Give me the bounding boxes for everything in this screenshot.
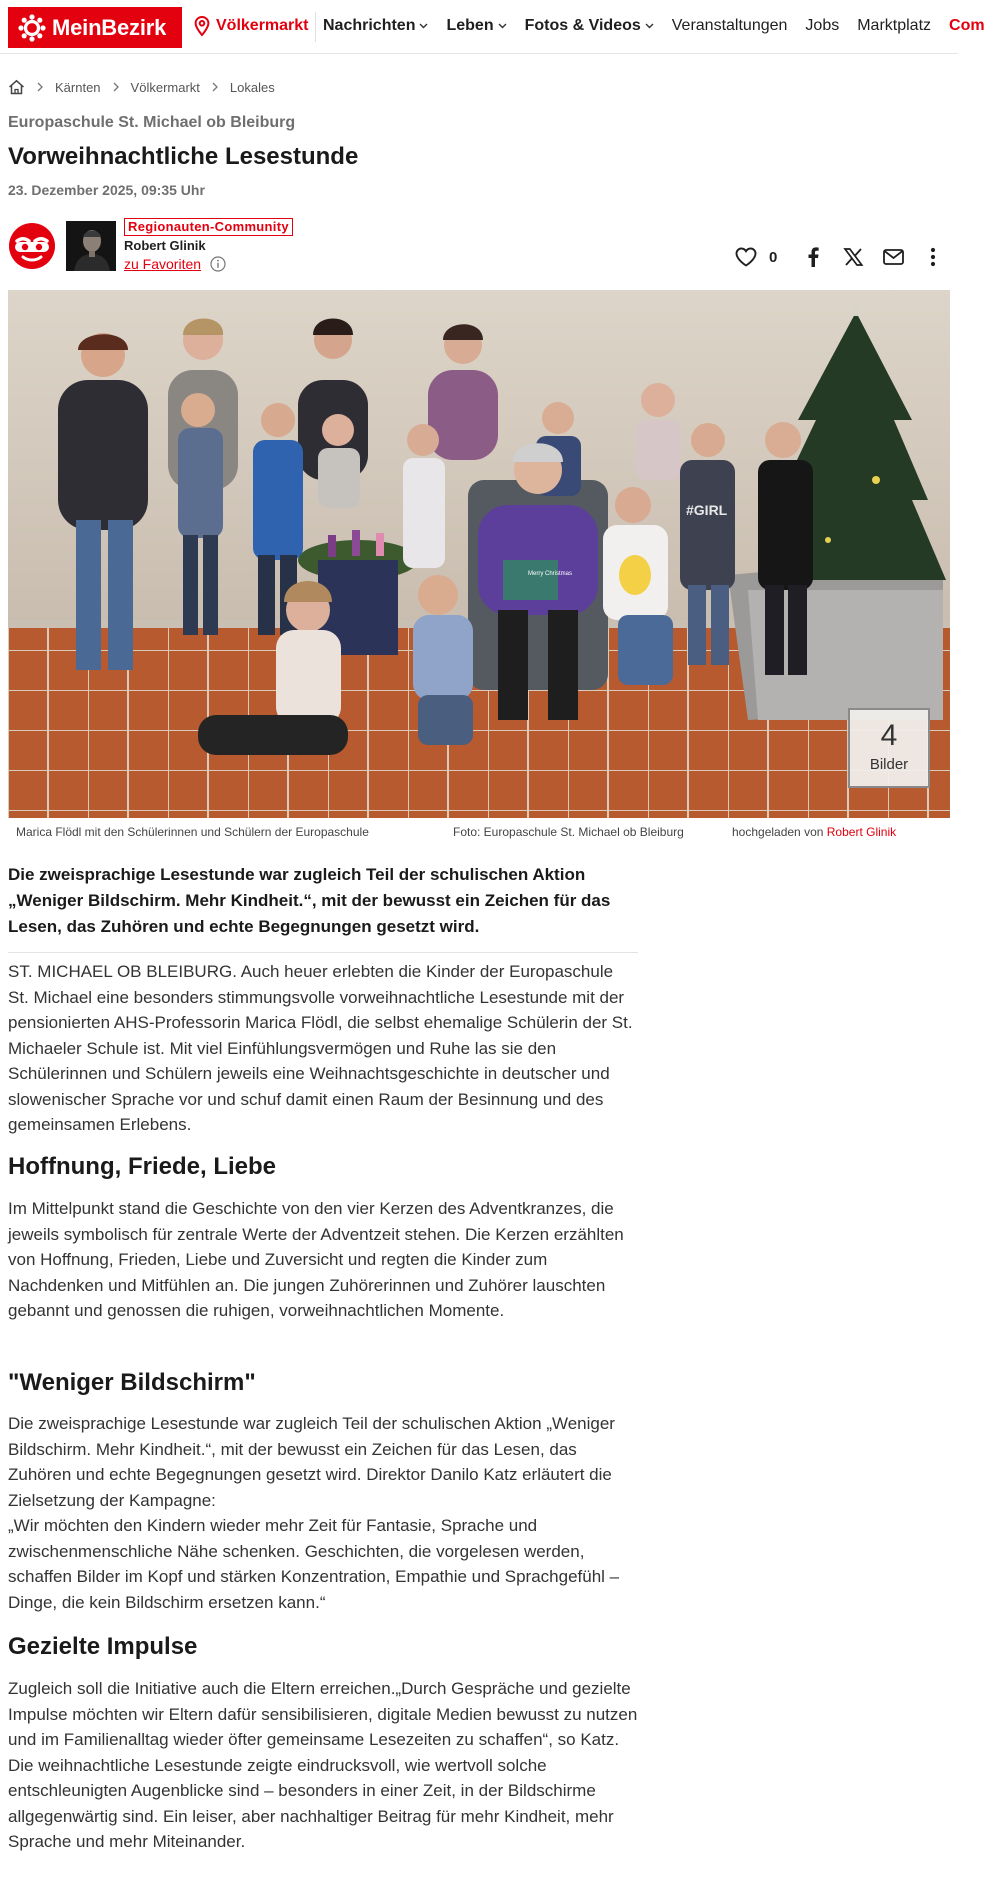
image-caption: Marica Flödl mit den Schülerinnen und Schülern der Europaschule (16, 825, 369, 839)
article-actions (729, 239, 949, 275)
article-image[interactable] (8, 290, 950, 818)
book-text: Merry Christmas (528, 571, 573, 577)
image-count-badge[interactable] (848, 708, 930, 788)
nav-divider (315, 12, 316, 42)
page-title: Vorweihnachtliche Lesestunde (8, 143, 359, 170)
facebook-icon (807, 247, 819, 267)
section-heading: "Weniger Bildschirm" (8, 1369, 256, 1396)
community-logo-icon[interactable] (8, 222, 56, 270)
nav-item-label: Nachrichten (323, 17, 416, 34)
image-caption-row (16, 825, 950, 839)
author-portrait (66, 221, 116, 271)
nav-item-community[interactable] (949, 17, 985, 35)
group-photo (8, 290, 950, 818)
shirt-text: #GIRL (686, 502, 728, 518)
author-name[interactable]: Robert Glinik (124, 238, 206, 253)
x-icon (844, 248, 863, 266)
uploaded-by-prefix: hochgeladen von (732, 825, 824, 839)
nav-item-label: Com (949, 17, 985, 34)
share-mail-button[interactable] (877, 240, 909, 274)
nav-item-leben[interactable] (446, 17, 506, 35)
like-count: 0 (769, 248, 778, 266)
breadcrumb (8, 79, 275, 95)
nav-item-label: Jobs (805, 17, 840, 34)
section-heading: Gezielte Impulse (8, 1633, 198, 1660)
article-paragraph: Zugleich soll die Initiative auch die Eltern erreichen.„Durch Gespräche und gezielte Impulse möchten wir Eltern dafür sensibilisieren, digitale Medien bewusst zu nutzen und im Familienalltag wieder öfter gemeinsame Lesezeiten zu schaffen“, so Katz. Die weihnachtliche Lesestunde zeigte eindrucksvoll, wie wertvoll solche entschleunigten Augenblicke sind – besonders in einer Zeit, in der Bildschirme allgegenwärtig sind. Ein leiser, aber nachhaltiger Beitrag für mehr Kindheit, mehr Sprache und mehr Miteinander. (8, 1679, 638, 1851)
avatar[interactable] (66, 221, 116, 271)
location-pin-icon (194, 16, 210, 36)
article-kicker: Europaschule St. Michael ob Bleiburg (8, 114, 296, 131)
share-facebook-button[interactable] (797, 240, 829, 274)
article-quote: „Wir möchten den Kindern wieder mehr Zeit für Fantasie, Sprache und zwischenmenschliche Nähe schenken. Geschichten, die vorgelesen werden, schaffen Bilder im Kopf und stärken Konzentration, Empathie und Sprachgefühl – Dinge, die kein Bildschirm ersetzen kann.“ (8, 1516, 620, 1612)
chevron-down-icon (645, 23, 654, 29)
article-paragraph: ST. MICHAEL OB BLEIBURG. Auch heuer erlebten die Kinder der Europaschule St. Michael eine besonders stimmungsvolle vorweihnachtliche Lesestunde mit der pensionierten AHS-Professorin Marica Flödl, die selbst ehemalige Schülerin der St. Michaeler Schule ist. Mit viel Einfühlungsvermögen und Ruhe las sie den Schülerinnen und Schülern jeweils eine Weihnachtsgeschichte in deutscher und slowenischer Sprache vor und schuf damit einen Raum der Besinnung und des gemeinsamen Erlebens. (8, 962, 633, 1134)
lead-divider (8, 952, 638, 953)
chevron-right-icon (37, 82, 43, 92)
mail-icon (883, 249, 904, 265)
logo-sun-icon (18, 14, 46, 42)
breadcrumb-item[interactable]: Kärnten (55, 79, 101, 95)
share-x-button[interactable] (837, 240, 869, 274)
nav-item-fotos-videos[interactable] (525, 17, 654, 35)
article-paragraph: Die zweisprachige Lesestunde war zugleich Teil der schulischen Aktion „Weniger Bildschirm. Mehr Kindheit.“, mit der bewusst ein Zeichen für das Lesen, das Zuhören und echte Begegnungen gesetzt wird. Direktor Danilo Katz erläutert die Zielsetzung der Kampagne: (8, 1414, 615, 1510)
article-date: 23. Dezember 2025, 09:35 Uhr (8, 182, 205, 198)
nav-item-nachrichten[interactable] (323, 17, 428, 35)
article-lead: Die zweisprachige Lesestunde war zugleich Teil der schulischen Aktion „Weniger Bildschirm. Mehr Kindheit.“, mit der bewusst ein Zeichen für das Lesen, das Zuhören und echte Begegnungen gesetzt wird. (8, 865, 611, 936)
heart-icon (735, 247, 757, 267)
breadcrumb-item[interactable]: Lokales (229, 79, 275, 95)
photo-credit: Foto: Europaschule St. Michael ob Bleiburg (453, 825, 684, 839)
community-badge[interactable]: Regionauten-Community (124, 218, 293, 236)
uploader-link[interactable]: Robert Glinik (826, 825, 897, 839)
nav-item-label: Veranstaltungen (671, 17, 788, 34)
info-icon[interactable] (210, 256, 226, 272)
uploaded-by (732, 825, 896, 839)
logo-text: MeinBezirk (52, 14, 167, 40)
image-count-label: Bilder (869, 756, 909, 773)
image-count: 4 (880, 719, 898, 752)
location-label: Völkermarkt (216, 17, 309, 34)
location-selector[interactable] (194, 16, 309, 36)
chevron-right-icon (212, 82, 218, 92)
site-logo[interactable] (8, 7, 182, 48)
breadcrumb-item[interactable]: Völkermarkt (130, 79, 200, 95)
section-heading: Hoffnung, Friede, Liebe (8, 1153, 276, 1180)
nav-item-jobs[interactable] (805, 17, 839, 35)
nav-item-marktplatz[interactable] (857, 17, 931, 35)
nav-item-label: Marktplatz (857, 17, 932, 34)
article-paragraph: Im Mittelpunkt stand die Geschichte von den vier Kerzen des Adventkranzes, die jeweils symbolisch für zentrale Werte der Adventzeit stehen. Die Kerzen erzählten von Hoffnung, Frieden, Liebe und Zuversicht und regten die Kinder zum Nachdenken und Mitfühlen an. Die jungen Zuhörerinnen und Zuhörer lauschten gebannt und genossen die ruhigen, vorweihnachtlichen Momente. (8, 1199, 624, 1320)
top-navigation (0, 0, 985, 54)
main-nav (323, 17, 1003, 35)
chevron-down-icon (419, 23, 428, 29)
more-options-button[interactable] (917, 240, 949, 274)
nav-item-veranstaltungen[interactable] (672, 17, 788, 35)
chevron-right-icon (113, 82, 119, 92)
add-to-favorites-link[interactable]: zu Favoriten (124, 256, 202, 272)
nav-item-label: Leben (446, 17, 494, 34)
like-button[interactable] (729, 240, 783, 274)
home-icon[interactable] (8, 79, 25, 95)
more-icon (930, 247, 936, 267)
nav-item-label: Fotos & Videos (524, 17, 641, 34)
chevron-down-icon (498, 23, 507, 29)
